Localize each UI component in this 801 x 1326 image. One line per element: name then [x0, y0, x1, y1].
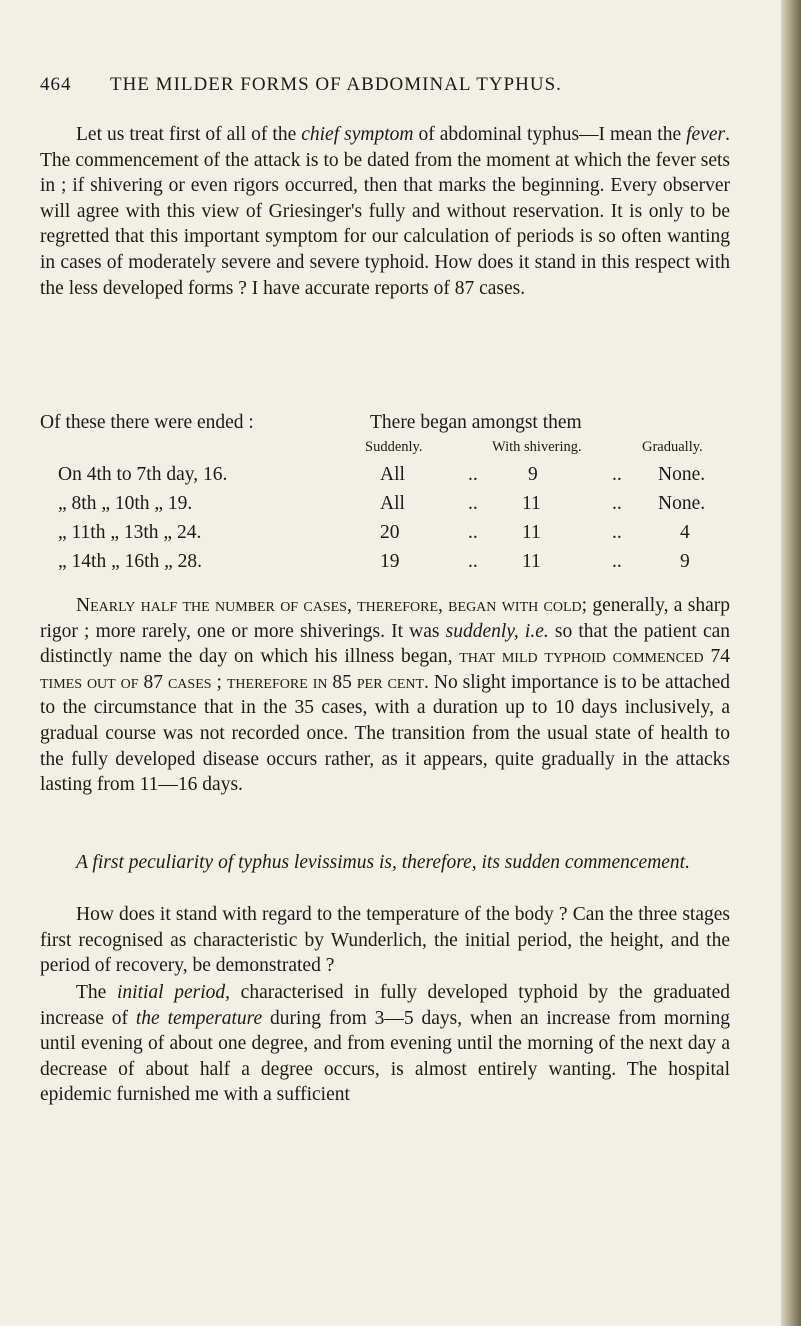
paragraph-first-peculiarity: A first peculiarity of typhus levissimus is, therefore, its sudden commencement.	[76, 852, 690, 873]
row-label: „ 14th „ 16th „ 28.	[58, 551, 203, 572]
page-number: 464	[40, 74, 72, 95]
book-page	[40, 0, 770, 1326]
cell-gradually: None.	[658, 493, 706, 514]
table-right-heading: There began amongst them	[370, 412, 582, 433]
cell-shivering: 11	[522, 493, 541, 514]
onset-table: Of these there were ended : There began amongst them Suddenly. With shivering. Gradually. On 4th to 7th day, 16. All .. 9 .. None. „ 8th „ 10th „ 19. All .. 11 .. None. „ 11th „ 13th „ 24. 20 .. 11 .. 4 „ 14th „ 16th „ 28. 19 .. 11 .. 9	[40, 412, 706, 572]
cell-gradually: 9	[680, 551, 690, 572]
running-header	[40, 74, 730, 104]
cell-suddenly: All	[380, 493, 405, 514]
row-label: „ 8th „ 10th „ 19.	[58, 493, 193, 514]
cell-suddenly: All	[380, 464, 405, 485]
paragraph-nearly-half: Nearly half the number of cases, therefore, began with cold; generally, a sharp rigor ; more rarely, one or more shiverings. It was suddenly, i.e. so that the patient can distinctly name the day on which his illness began, that mild typhoid commenced 74 times out of 87 cases ; therefore in 85 per cent. No slight importance is to be attached to the circumstance that in the 35 cases, with a duration up to 10 days inclusively, a gradual course was not recorded once. The transition from the usual state of health to the fully developed disease occurs rather, as it appears, quite gradually in the attacks lasting from 11—16 days.	[40, 595, 730, 796]
cell-suddenly: 20	[380, 522, 400, 543]
table-left-heading: Of these there were ended :	[40, 412, 254, 433]
col-shivering: With shivering.	[492, 439, 582, 455]
cell-shivering: 11	[522, 522, 541, 543]
cell-shivering: 9	[528, 464, 538, 485]
row-label: On 4th to 7th day, 16.	[58, 464, 228, 485]
paragraph-temperature-question: How does it stand with regard to the temperature of the body ? Can the three stages first recognised as characteristic by Wunderlich, the initial period, the height, and the period of recovery, be demonstrated ?	[40, 904, 730, 977]
cell-suddenly: 19	[380, 551, 400, 572]
col-suddenly: Suddenly.	[365, 439, 423, 455]
cell-gradually: 4	[680, 522, 690, 543]
row-label: „ 11th „ 13th „ 24.	[58, 522, 202, 543]
col-gradually: Gradually.	[642, 439, 703, 455]
paragraph-chief-symptom: Let us treat first of all of the chief symptom of abdominal typhus—I mean the fever. The commencement of the attack is to be dated from the moment at which the fever sets in ; if shivering or even rigors occurred, then that marks the beginning. Every observer will agree with this view of Griesinger's fully and without reservation. It is only to be regretted that this important symptom for our calculation of periods is so often wanting in cases of moderately severe and severe typhoid. How does it stand in this respect with the less developed forms ? I have accurate reports of 87 cases.	[40, 124, 730, 299]
cell-gradually: None.	[658, 464, 706, 485]
cell-shivering: 11	[522, 551, 541, 572]
book-edge-shadow	[781, 0, 801, 1326]
running-title: THE MILDER FORMS OF ABDOMINAL TYPHUS.	[110, 74, 562, 95]
paragraph-initial-period: The initial period, characterised in fully developed typhoid by the graduated increase of the temperature during from 3—5 days, when an increase from morning until evening of about one degree, and from evening until the morning of the next day a decrease of about half a degree occurs, is almost entirely wanting. The hospital epidemic furnished me with a sufficient	[40, 982, 730, 1106]
